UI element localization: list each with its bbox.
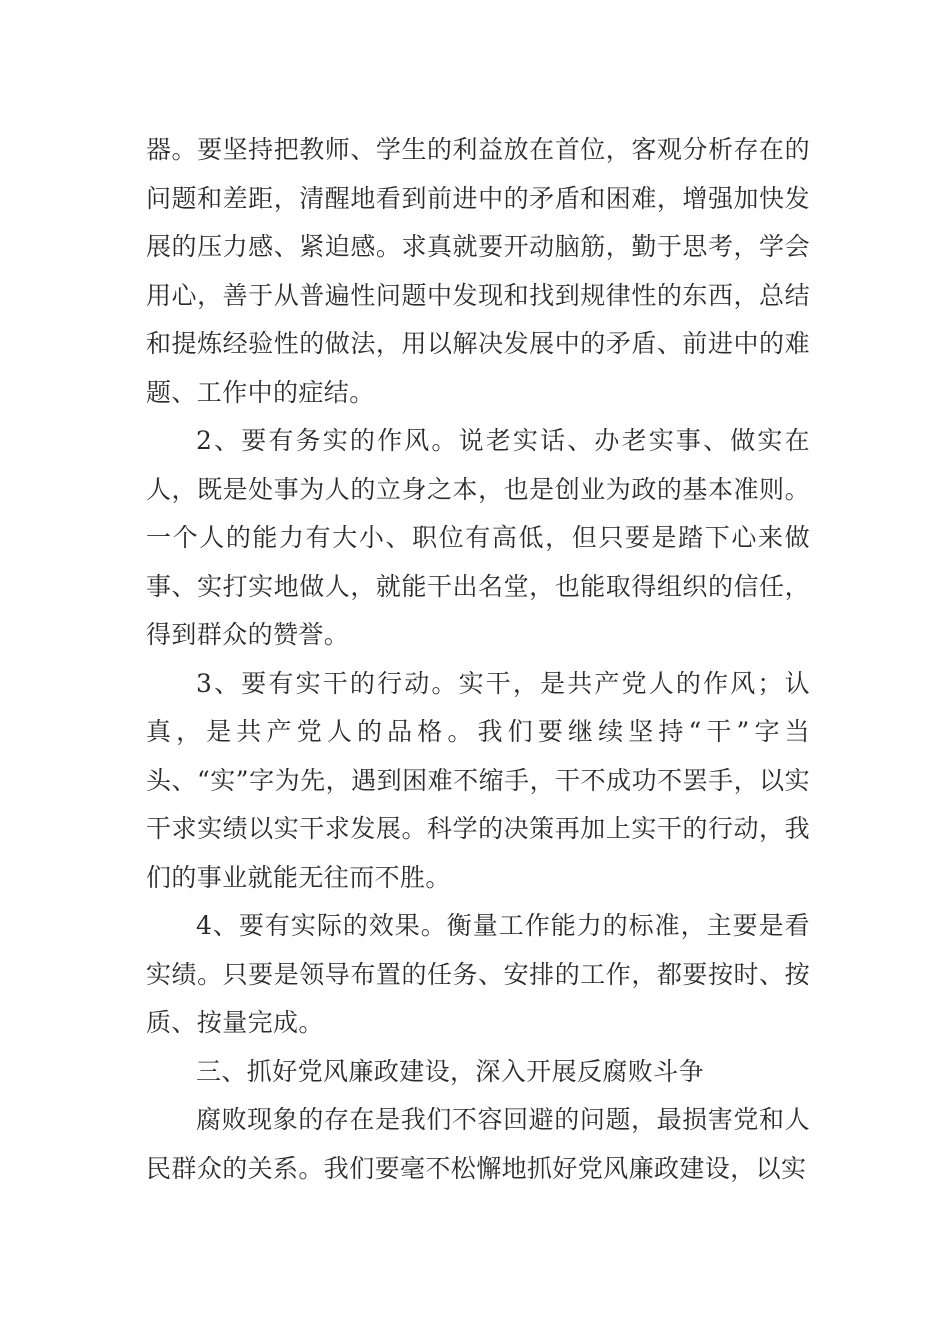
paragraph-item-3: 3、要有实干的行动。实干，是共产党人的作风；认真，是共产党人的品格。我们要继续坚持“干”字当头、“实”字为先，遇到困难不缩手，干不成功不罢手，以实干求实绩以实干求发展。科学的决策再加上实干的行动，我们的事业就能无往而不胜。 — [146, 668, 810, 892]
paragraph-item-2: 2、要有务实的作风。说老实话、办老实事、做实在人，既是处事为人的立身之本，也是创业为政的基本准则。一个人的能力有大小、职位有高低，但只要是踏下心来做事、实打实地做人，就能干出名堂，也能取得组织的信任，得到群众的赞誉。 — [146, 426, 810, 649]
paragraph-continuation: 器。要坚持把教师、学生的利益放在首位，客观分析存在的问题和差距，清醒地看到前进中的矛盾和困难，增强加快发展的压力感、紧迫感。求真就要开动脑筋，勤于思考，学会用心，善于从普遍性问题中发现和找到规律性的东西，总结和提炼经验性的做法，用以解决发展中的矛盾、前进中的难题、工作中的症结。 — [146, 135, 810, 407]
paragraph-section-3-body: 腐败现象的存在是我们不容回避的问题，最损害党和人民群众的关系。我们要毫不松懈地抓好党风廉政建设，以实 — [146, 1105, 810, 1183]
paragraph-item-4: 4、要有实际的效果。衡量工作能力的标准，主要是看实绩。只要是领导布置的任务、安排的工作，都要按时、按质、按量完成。 — [146, 911, 810, 1037]
section-heading-3: 三、抓好党风廉政建设，深入开展反腐败斗争 — [196, 1056, 705, 1086]
document-page — [146, 126, 810, 1193]
